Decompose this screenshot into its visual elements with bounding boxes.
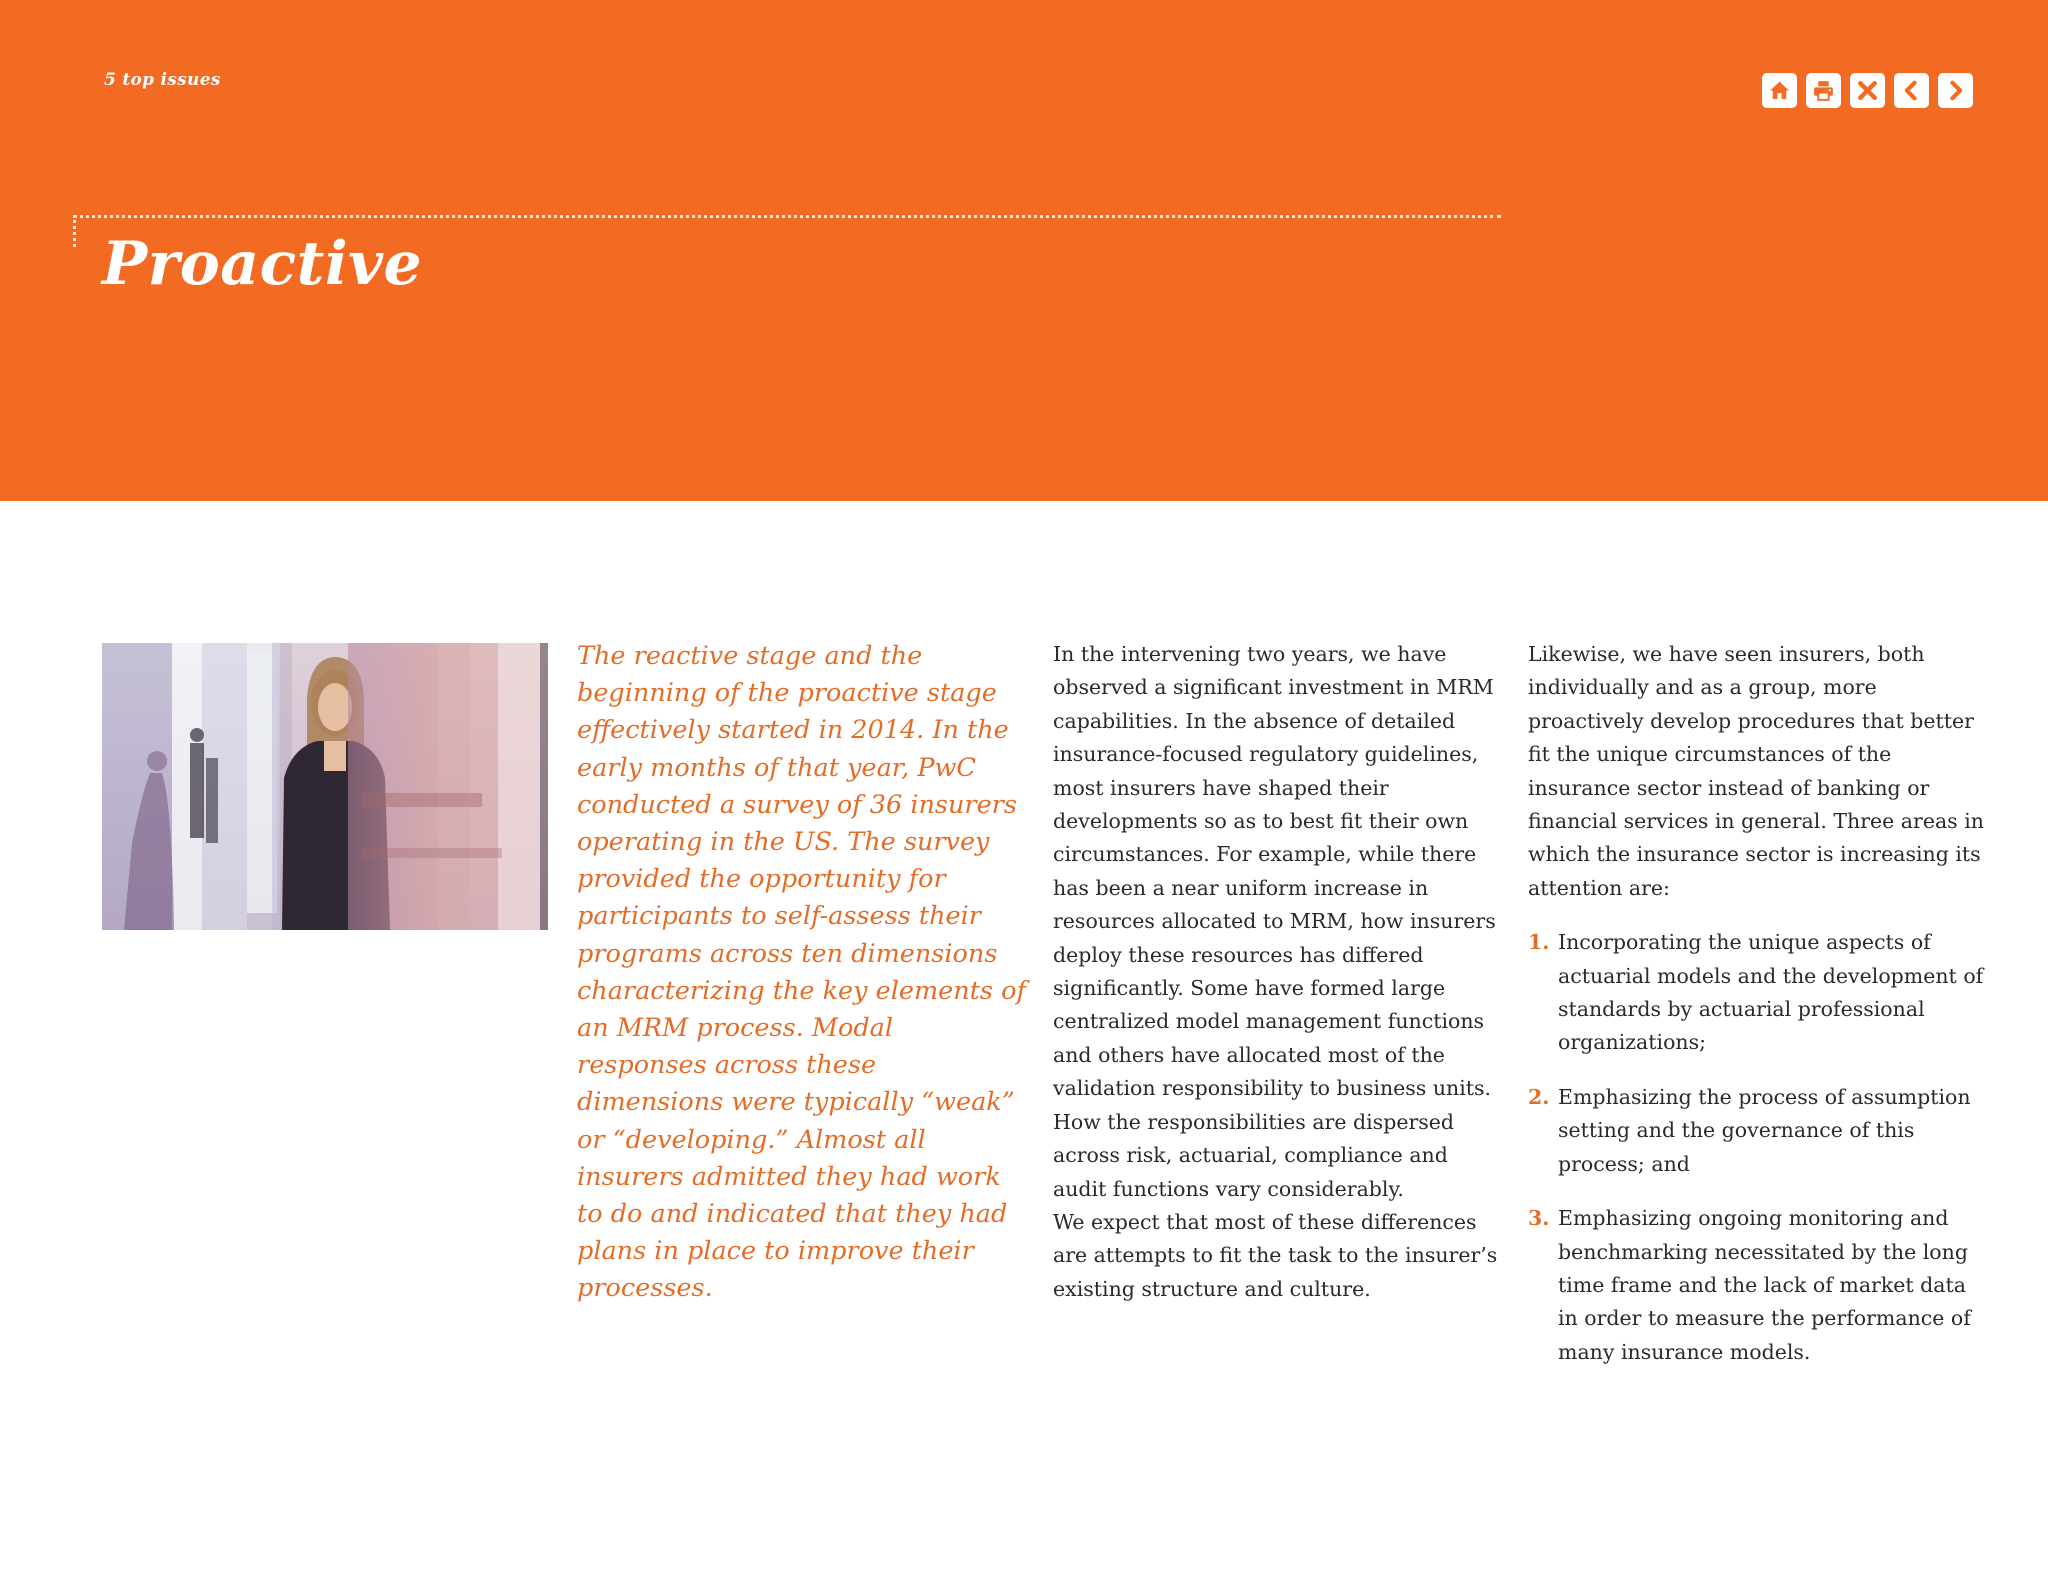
print-icon [1811,78,1836,103]
list-item-text: Incorporating the unique aspects of actuarial models and the development of standards by actuarial professional organizations; [1558,930,1984,1055]
chevron-left-icon [1899,78,1924,103]
page-nav-toolbar [1762,73,1973,108]
list-item [1528,926,1988,1060]
chevron-right-icon [1943,78,1968,103]
list-number: 2. [1528,1084,1550,1109]
previous-page-button[interactable] [1894,73,1929,108]
title-rule-vertical [73,215,76,247]
focus-areas-list [1528,926,1988,1369]
close-icon [1855,78,1880,103]
paragraph: We expect that most of these differences are attempts to fit the task to the insurer’s existing structure and culture. [1053,1209,1498,1301]
list-item [1528,1081,1988,1181]
list-item-text: Emphasizing the process of assumption setting and the governance of this process; and [1558,1084,1971,1176]
close-button[interactable] [1850,73,1885,108]
title-rule-horizontal [73,215,1501,218]
home-icon [1767,78,1792,103]
list-item-text: Emphasizing ongoing monitoring and benchmarking necessitated by the long time frame and the lack of market data in order to measure the performance of many insurance models. [1558,1206,1971,1364]
body-column-3 [1528,638,1988,1390]
page-title: Proactive [102,229,423,299]
pull-quote: The reactive stage and the beginning of the proactive stage effectively started in 2014. In the early months of that year, PwC conducted a survey of 36 insurers operating in the US. The survey provided the opportunity for participants to self-assess their programs across ten dimensions characterizing the key elements of an MRM process. Modal responses across these dimensions were typically “weak” or “developing.” Almost all insurers admitted they had work to do and indicated that they had plans in place to improve their processes. [577,641,1026,1304]
body-column-2 [1053,638,1503,1306]
list-number: 3. [1528,1206,1550,1231]
office-photo [102,643,548,930]
home-button[interactable] [1762,73,1797,108]
paragraph: In the intervening two years, we have observed a significant investment in MRM capabilities. In the absence of detailed insurance-focused regulatory guidelines, most insurers have shaped their developments so as to best fit their own circumstances. For example, while there has been a near uniform increase in resources allocated to MRM, how insurers deploy these resources has differed significantly. Some have formed large centralized model management functions and others have allocated most of the validation responsibility to business units. How the responsibilities are dispersed across risk, actuarial, compliance and audit functions vary considerably. [1053,642,1496,1201]
print-button[interactable] [1806,73,1841,108]
list-item [1528,1202,1988,1369]
running-head: 5 top issues [104,70,221,90]
next-page-button[interactable] [1938,73,1973,108]
list-number: 1. [1528,930,1550,955]
paragraph: Likewise, we have seen insurers, both individually and as a group, more proactively develop procedures that better fit the unique circumstances of the insurance sector instead of banking or financial services in general. Three areas in which the insurance sector is increasing its attention are: [1528,642,1984,900]
